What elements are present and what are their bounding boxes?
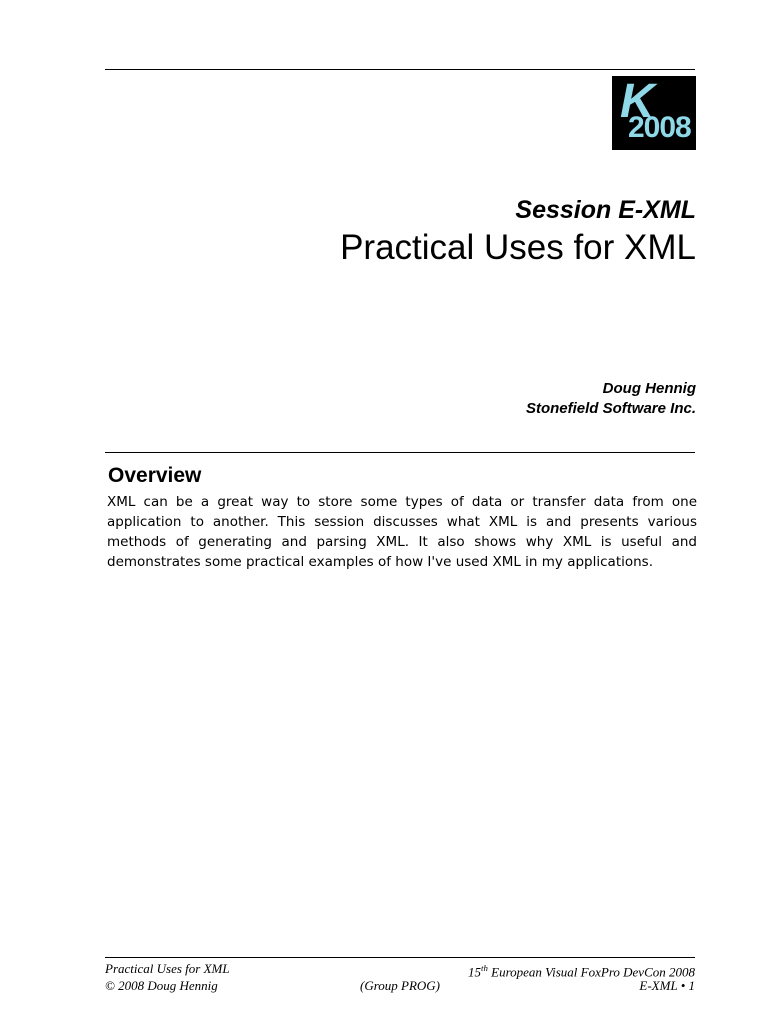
header-divider <box>105 69 695 70</box>
devcon-2008-logo <box>612 76 696 150</box>
footer-copyright: © 2008 Doug Hennig <box>105 978 218 993</box>
logo-letter: K <box>620 76 653 128</box>
footer-group: (Group PROG) <box>359 978 441 993</box>
footer-event-name: European Visual FoxPro DevCon 2008 <box>487 964 695 980</box>
footer-divider <box>105 957 695 958</box>
session-label: Session E-XML <box>515 196 696 224</box>
footer-event-number: 15 <box>468 964 481 980</box>
footer-event-ordinal: th <box>481 963 488 973</box>
overview-paragraph: XML can be a great way to store some types of data or transfer data from one application to another. This session discusses what XML is and presents various methods of generating and parsing XML. It also shows why XML is useful and demonstrates some practical examples of how I've used XML in my applications. <box>107 494 697 570</box>
page-footer <box>105 960 695 994</box>
footer-row-top <box>105 960 695 980</box>
footer-row-bottom <box>105 977 695 994</box>
author-name: Doug Hennig <box>602 380 696 397</box>
overview-heading: Overview <box>108 464 202 487</box>
page-title: Practical Uses for XML <box>340 228 696 267</box>
logo-year: 2008 <box>628 111 691 144</box>
section-divider <box>105 452 695 453</box>
footer-page-number: E-XML • 1 <box>639 978 695 993</box>
author-company: Stonefield Software Inc. <box>525 400 696 417</box>
footer-title: Practical Uses for XML <box>105 961 230 976</box>
